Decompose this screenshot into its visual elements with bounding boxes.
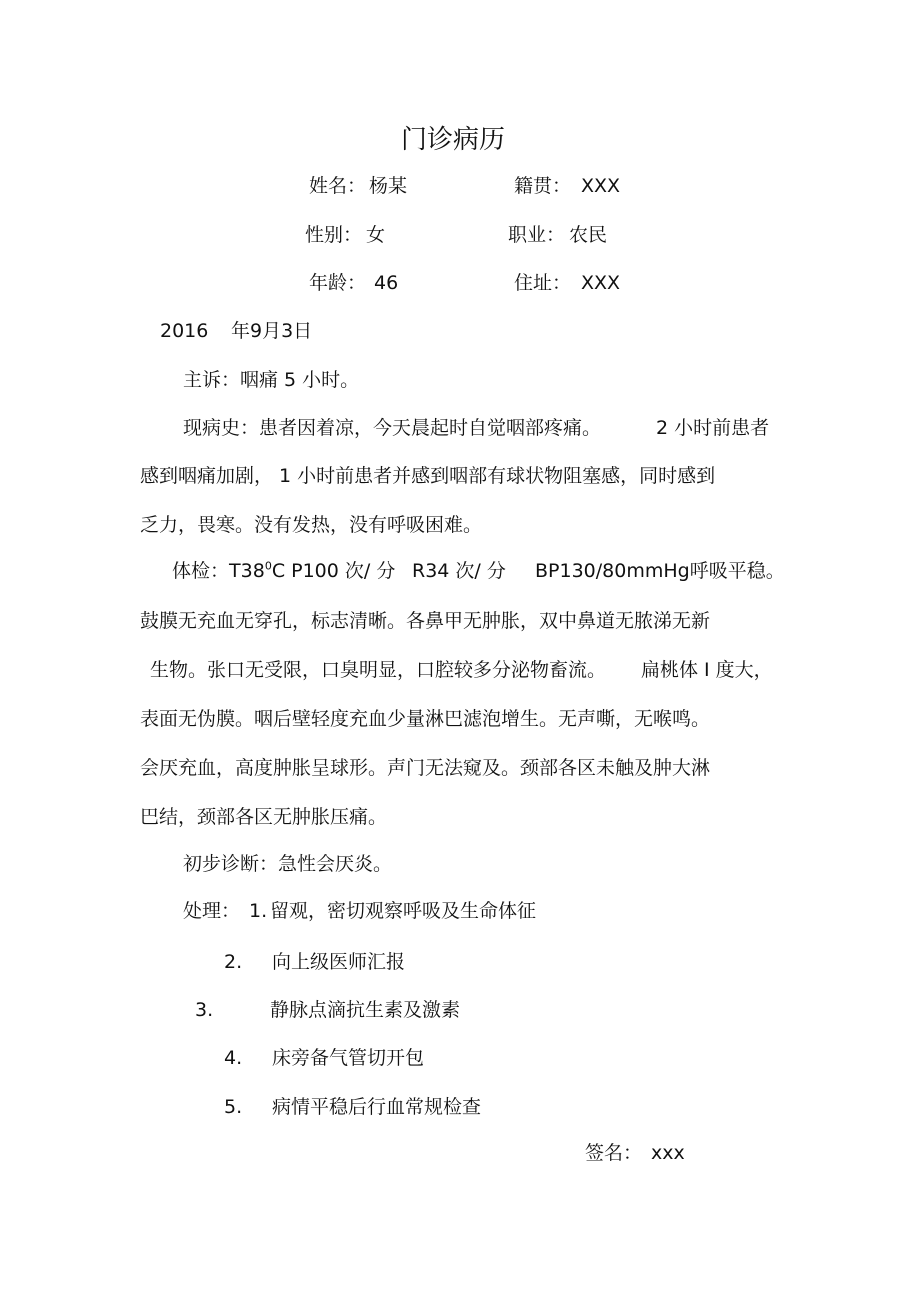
exam-line-3b: 扁桃体 I 度大， — [641, 659, 773, 681]
exam-line-3a: 生物。张口无受限，口臭明显，口腔较多分泌物畜流。 — [150, 659, 607, 681]
present-illness-line-3: 乏力，畏寒。没有发热，没有呼吸困难。 — [140, 514, 483, 536]
treatment-item-1-text: 留观，密切观察呼吸及生命体征 — [270, 900, 537, 922]
exam-line-5: 会厌充血，高度肿胀呈球形。声门无法窥及。颈部各区未触及肿大淋 — [140, 757, 711, 779]
treatment-item-2-number: 2. — [224, 951, 243, 973]
age-label: 年龄： — [309, 272, 367, 294]
treatment-item-3-text: 静脉点滴抗生素及激素 — [270, 999, 461, 1021]
exam-label: 体检： — [172, 560, 230, 582]
address-value: XXX — [581, 272, 621, 294]
gender-label: 性别： — [305, 224, 363, 246]
treatment-item-3-number: 3. — [195, 999, 214, 1021]
age-value: 46 — [374, 272, 399, 294]
treatment-item-4-number: 4. — [224, 1047, 243, 1069]
address-label: 住址： — [514, 272, 572, 294]
treatment-item-5-number: 5. — [224, 1096, 243, 1118]
occupation-value: 农民 — [569, 224, 608, 246]
chief-complaint: 主诉：咽痛 5 小时。 — [183, 369, 360, 391]
signature-value: xxx — [651, 1142, 685, 1164]
present-illness-line-1b: 2 小时前患者 — [656, 417, 770, 439]
exam-temperature: $T38^0C$ P100 次/ 分 — [229, 559, 396, 582]
signature-label: 签名： — [585, 1142, 643, 1164]
occupation-label: 职业： — [508, 224, 566, 246]
page-title: 门诊病历 — [401, 125, 506, 155]
date-year: 2016 — [160, 320, 209, 342]
treatment-item-2-text: 向上级医师汇报 — [272, 951, 406, 973]
treatment-item-1-number: 1. — [249, 900, 268, 922]
exam-blood-pressure: BP130/80mmHg呼吸平稳。 — [535, 560, 785, 582]
exam-line-4: 表面无伪膜。咽后壁轻度充血少量淋巴滤泡增生。无声嘶，无喉鸣。 — [140, 708, 711, 730]
origin-value: XXX — [581, 175, 621, 197]
gender-value: 女 — [366, 224, 386, 246]
treatment-item-4-text: 床旁备气管切开包 — [272, 1047, 425, 1069]
exam-respiration: R34 次/ 分 — [412, 560, 506, 582]
exam-line-2: 鼓膜无充血无穿孔，标志清晰。各鼻甲无肿胀，双中鼻道无脓涕无新 — [140, 610, 711, 632]
treatment-item-5-text: 病情平稳后行血常规检查 — [272, 1096, 482, 1118]
diagnosis: 初步诊断：急性会厌炎。 — [183, 853, 393, 875]
name-value: 杨某 — [369, 175, 408, 197]
name-label: 姓名： — [309, 175, 367, 197]
treatment-label: 处理： — [183, 900, 241, 922]
date-rest: 年9月3日 — [231, 320, 313, 342]
present-illness-line-1a: 现病史：患者因着凉，今天晨起时自觉咽部疼痛。 — [183, 417, 602, 439]
present-illness-line-2: 感到咽痛加剧， 1 小时前患者并感到咽部有球状物阻塞感，同时感到 — [140, 465, 716, 487]
exam-line-1 — [172, 559, 395, 583]
origin-label: 籍贯： — [514, 175, 572, 197]
exam-line-6: 巴结，颈部各区无肿胀压痛。 — [140, 806, 388, 828]
